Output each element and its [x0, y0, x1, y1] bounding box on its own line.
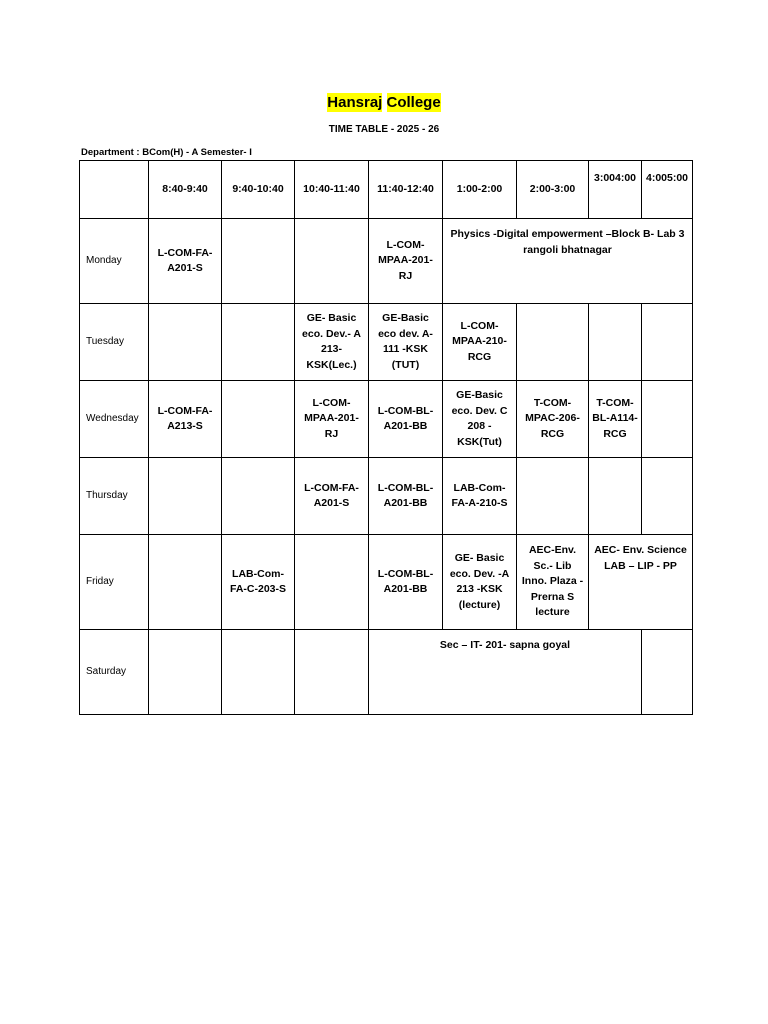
slot-header: 1:00-2:00	[443, 161, 517, 219]
class-cell: L-COM-MPAA-201-RJ	[369, 219, 443, 304]
slot-header: 4:005:00	[642, 161, 693, 219]
empty-cell	[589, 458, 642, 535]
class-cell: LAB-Com-FA-C-203-S	[222, 535, 295, 630]
empty-cell	[222, 304, 295, 381]
class-cell: GE- Basic eco. Dev. -A 213 -KSK (lecture)	[443, 535, 517, 630]
slot-header: 2:00-3:00	[517, 161, 589, 219]
empty-cell	[642, 630, 693, 715]
class-cell: Sec – IT- 201- sapna goyal	[369, 630, 642, 715]
timetable-subtitle: TIME TABLE - 2025 - 26	[328, 124, 440, 135]
corner-cell	[80, 161, 149, 219]
empty-cell	[149, 304, 222, 381]
class-cell: L-COM-FA-A201-S	[149, 219, 222, 304]
empty-cell	[589, 304, 642, 381]
slot-header: 3:004:00	[589, 161, 642, 219]
day-label: Friday	[80, 535, 149, 630]
table-row	[80, 381, 693, 458]
table-row	[80, 458, 693, 535]
college-name-part1: Hansraj	[327, 94, 383, 111]
class-cell: L-COM-MPAA-201-RJ	[295, 381, 369, 458]
empty-cell	[295, 219, 369, 304]
empty-cell	[149, 535, 222, 630]
day-label: Monday	[80, 219, 149, 304]
class-cell: L-COM-BL-A201-BB	[369, 535, 443, 630]
slot-header: 9:40-10:40	[222, 161, 295, 219]
empty-cell	[149, 458, 222, 535]
class-cell: LAB-Com-FA-A-210-S	[443, 458, 517, 535]
class-cell: L-COM-MPAA-210-RCG	[443, 304, 517, 381]
class-cell: L-COM-FA-A201-S	[295, 458, 369, 535]
table-row	[80, 630, 693, 715]
class-cell: L-COM-BL-A201-BB	[369, 458, 443, 535]
table-row	[80, 219, 693, 304]
table-row	[80, 535, 693, 630]
empty-cell	[149, 630, 222, 715]
empty-cell	[222, 458, 295, 535]
empty-cell	[222, 630, 295, 715]
class-cell: L-COM-BL-A201-BB	[369, 381, 443, 458]
college-title	[0, 94, 768, 111]
day-label: Thursday	[80, 458, 149, 535]
empty-cell	[295, 535, 369, 630]
day-label: Wednesday	[80, 381, 149, 458]
header-row	[80, 161, 693, 219]
slot-header: 10:40-11:40	[295, 161, 369, 219]
class-cell: T-COM-MPAC-206-RCG	[517, 381, 589, 458]
empty-cell	[642, 304, 693, 381]
department-line: Department : BCom(H) - A Semester- I	[81, 147, 252, 158]
slot-header: 8:40-9:40	[149, 161, 222, 219]
empty-cell	[517, 458, 589, 535]
empty-cell	[295, 630, 369, 715]
empty-cell	[642, 381, 693, 458]
college-name-part2: College	[386, 94, 441, 111]
class-cell: AEC- Env. Science LAB – LIP - PP	[589, 535, 693, 630]
empty-cell	[642, 458, 693, 535]
empty-cell	[517, 304, 589, 381]
class-cell: Physics -Digital empowerment –Block B- Lab 3 rangoli bhatnagar	[443, 219, 693, 304]
timetable	[79, 160, 693, 715]
class-cell: T-COM-BL-A114-RCG	[589, 381, 642, 458]
class-cell: GE-Basic eco dev. A-111 -KSK (TUT)	[369, 304, 443, 381]
empty-cell	[222, 219, 295, 304]
class-cell: GE-Basic eco. Dev. C 208 - KSK(Tut)	[443, 381, 517, 458]
empty-cell	[222, 381, 295, 458]
table-row	[80, 304, 693, 381]
slot-header: 11:40-12:40	[369, 161, 443, 219]
day-label: Tuesday	[80, 304, 149, 381]
class-cell: L-COM-FA-A213-S	[149, 381, 222, 458]
class-cell: AEC-Env. Sc.- Lib Inno. Plaza -Prerna S lecture	[517, 535, 589, 630]
day-label: Saturday	[80, 630, 149, 715]
class-cell: GE- Basic eco. Dev.- A 213-KSK(Lec.)	[295, 304, 369, 381]
